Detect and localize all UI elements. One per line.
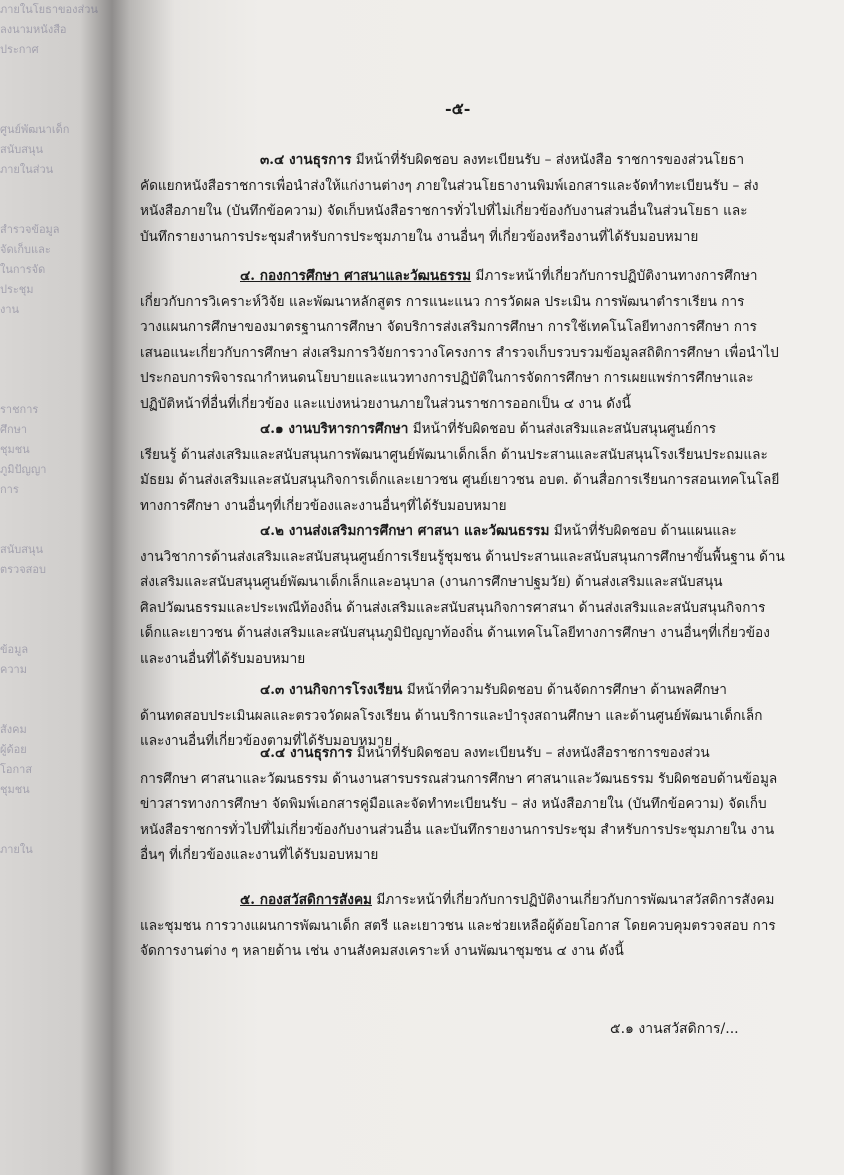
line: คัดแยกหนังสือราชการเพื่อนำส่งให้แก่งานต่างๆ ภายในส่วนโยธางานพิมพ์เอกสารและจัดทำทะเบียนรับ – ส่ง	[140, 177, 759, 194]
line: มัธยม ด้านส่งเสริมและสนับสนุนกิจการเด็กและเยาวชน ศูนย์เยาวชน อบต. ด้านสื่อการเรียนการสอนเทคโนโลยี	[140, 472, 780, 488]
line: และงานอื่นที่เกี่ยวข้องตามที่ได้รับมอบหมาย	[140, 733, 393, 749]
line: อื่นๆ ที่เกี่ยวข้องและงานที่ได้รับมอบหมาย	[140, 847, 379, 863]
line: เด็กและเยาวชน ด้านส่งเสริมและสนับสนุนภูมิปัญญาท้องถิ่น ด้านเทคโนโลยีทางการศึกษา งานอื่นๆที่เกี่ยวข้อง	[140, 625, 770, 641]
bleed-line: การ	[0, 483, 19, 496]
bleed-line: สนับสนุน	[0, 143, 43, 156]
bleed-line: ข้อมูล	[0, 643, 29, 656]
line: ปฏิบัติหน้าที่อื่นที่เกี่ยวข้อง และแบ่งหน่วยงานภายในส่วนราชการออกเป็น ๔ งาน ดังนี้	[140, 395, 631, 412]
bleed-line	[0, 380, 110, 400]
section-heading: ๔.๑ งานบริหารการศึกษา	[260, 421, 409, 437]
line: จัดการงานต่าง ๆ หลายด้าน เช่น งานสังคมสงเคราะห์ งานพัฒนาชุมชน ๔ งาน ดังนี้	[140, 943, 624, 959]
section-3-4	[140, 148, 820, 250]
bleed-line: โอกาส	[0, 763, 33, 776]
bleed-line	[0, 680, 110, 700]
bleed-line: สำรวจข้อมูล	[0, 223, 60, 236]
line: และชุมชน การวางแผนการพัฒนาเด็ก สตรี และเยาวชน และช่วยเหลือผู้ด้อยโอกาส โดยควบคุมตรวจสอบ การ	[140, 917, 776, 934]
bleed-line: ผู้ด้อย	[0, 743, 27, 756]
bleed-line: จัดเก็บและ	[0, 243, 51, 256]
line: ๔.๒ งานส่งเสริมการศึกษา ศาสนา และวัฒนธรรม มีหน้าที่รับผิดชอบ ด้านแผนและ	[260, 523, 737, 539]
bleed-line	[0, 700, 110, 720]
section-5	[140, 888, 820, 965]
line: ศิลปวัฒนธรรมและประเพณีท้องถิ่น ด้านส่งเสริมและสนับสนุนกิจการศาสนา ด้านส่งเสริมและสนับสนุนกิจการ	[140, 599, 766, 616]
bleed-line	[0, 500, 110, 520]
bleed-line	[0, 800, 110, 820]
line: ๔.๓ งานกิจการโรงเรียน มีหน้าที่ความรับผิดชอบ ด้านจัดการศึกษา ด้านพลศึกษา	[260, 682, 727, 698]
line: ประกอบการพิจารณากำหนดนโยบายและแนวทางการปฏิบัติในการจัดการศึกษา การเผยแพร่การศึกษาและ	[140, 370, 754, 386]
bleed-line: ประชุม	[0, 283, 34, 296]
bleed-line: ชุมชน	[0, 443, 30, 456]
bleed-line: ประกาศ	[0, 43, 39, 56]
bleed-line: ภายใน	[0, 843, 33, 856]
section-heading: ๓.๔ งานธุรการ	[260, 152, 352, 168]
bleed-line: ชุมชน	[0, 783, 30, 796]
line: บันทึกรายงานการประชุมสำหรับการประชุมภายใน งานอื่นๆ ที่เกี่ยวข้องหรืองานที่ได้รับมอบหมาย	[140, 228, 699, 245]
bleed-line	[0, 620, 110, 640]
line: ๔.๑ งานบริหารการศึกษา มีหน้าที่รับผิดชอบ ด้านส่งเสริมและสนับสนุนศูนย์การ	[260, 421, 717, 437]
bleed-line	[0, 340, 110, 360]
page-number: -๕-	[445, 99, 471, 118]
line: งานวิชาการด้านส่งเสริมและสนับสนุนศูนย์การเรียนรู้ชุมชน ด้านประสานและสนับสนุนการศึกษาขั้นพื้นฐาน ด้าน	[140, 548, 785, 565]
bleed-line	[0, 360, 110, 380]
section-heading: ๔.๔ งานธุรการ	[260, 745, 353, 761]
line: การศึกษา ศาสนาและวัฒนธรรม ด้านงานสารบรรณส่วนการศึกษา ศาสนาและวัฒนธรรม รับผิดชอบด้านข้อมูล	[140, 770, 778, 787]
bleed-line	[0, 80, 110, 100]
line: ข่าวสารทางการศึกษา จัดพิมพ์เอกสารคู่มือและจัดทำทะเบียนรับ – ส่ง หนังสือภายใน (บันทึกข้อความ) จัดเก็บ	[140, 796, 767, 812]
bleed-line: สังคม	[0, 723, 27, 736]
line: ๔.๔ งานธุรการ มีหน้าที่รับผิดชอบ ลงทะเบียนรับ – ส่งหนังสือราชการของส่วน	[260, 745, 710, 761]
bleed-line: ราชการ	[0, 403, 39, 416]
bleed-line	[0, 320, 110, 340]
section-heading: ๕. กองสวัสดิการสังคม	[240, 892, 372, 908]
line: ๔. กองการศึกษา ศาสนาและวัฒนธรรม มีภาระหน้าที่เกี่ยวกับการปฏิบัติงานทางการศึกษา	[240, 268, 758, 284]
bleed-line: ภูมิปัญญา	[0, 463, 47, 476]
bleed-line: ความ	[0, 663, 27, 676]
line: ๕. กองสวัสดิการสังคม มีภาระหน้าที่เกี่ยวกับการปฏิบัติงานเกี่ยวกับการพัฒนาสวัสดิการสังคม	[240, 892, 775, 908]
line: ๓.๔ งานธุรการ มีหน้าที่รับผิดชอบ ลงทะเบียนรับ – ส่งหนังสือ ราชการของส่วนโยธา	[260, 152, 745, 168]
bleed-line	[0, 60, 110, 80]
bleed-line: ลงนามหนังสือ	[0, 23, 67, 36]
section-heading: ๔.๓ งานกิจการโรงเรียน	[260, 682, 403, 698]
continuation-footer: ๕.๑ งานสวัสดิการ/...	[610, 1021, 739, 1037]
section-4-4	[140, 741, 820, 869]
bleed-line: ตรวจสอบ	[0, 563, 46, 576]
line: ส่งเสริมและสนับสนุนศูนย์พัฒนาเด็กเล็กและอนุบาล (งานการศึกษาปฐมวัย) ด้านส่งเสริมและสนับสนุน	[140, 574, 723, 590]
bleed-line	[0, 200, 110, 220]
section-heading: ๔.๒ งานส่งเสริมการศึกษา ศาสนา และวัฒนธรรม	[260, 523, 550, 539]
line: เกี่ยวกับการวิเคราะห์วิจัย และพัฒนาหลักสูตร การแนะแนว การวัดผล ประเมิน การพัฒนาตำราเรียน การ	[140, 293, 745, 310]
bleed-line: ศูนย์พัฒนาเด็ก	[0, 123, 70, 136]
line: หนังสือภายใน (บันทึกข้อความ) จัดเก็บหนังสือราชการทั่วไปที่ไม่เกี่ยวข้องกับงานส่วนอื่นในส่วนโยธา และ	[140, 203, 748, 219]
section-4-2	[140, 519, 820, 672]
section-4	[140, 264, 820, 417]
line: เสนอแนะเกี่ยวกับการศึกษา ส่งเสริมการวิจัยการวางโครงการ สำรวจเก็บรวบรวมข้อมูลสถิติการศึกษา เพื่อนำไป	[140, 344, 779, 361]
bleed-line	[0, 580, 110, 600]
bleed-line	[0, 100, 110, 120]
line: ด้านทดสอบประเมินผลและตรวจวัดผลโรงเรียน ด้านบริการและบำรุงสถานศึกษา และด้านศูนย์พัฒนาเด็กเล็ก	[140, 707, 763, 724]
bleed-line: ศึกษา	[0, 423, 28, 436]
bleed-line: ภายในโยธาของส่วน	[0, 3, 98, 16]
bleed-line: ในการจัด	[0, 263, 46, 276]
bleed-line: งาน	[0, 303, 20, 316]
section-heading: ๔. กองการศึกษา ศาสนาและวัฒนธรรม	[240, 268, 472, 284]
bleed-through-text	[0, 0, 110, 1175]
bleed-line	[0, 520, 110, 540]
bleed-line	[0, 180, 110, 200]
line: หนังสือราชการทั่วไปที่ไม่เกี่ยวข้องกับงานส่วนอื่น และบันทึกรายงานการประชุม สำหรับการประชุมภายใน งาน	[140, 821, 775, 838]
line: และงานอื่นที่ได้รับมอบหมาย	[140, 650, 306, 667]
line: ทางการศึกษา งานอื่นๆที่เกี่ยวข้องและงานอื่นๆที่ได้รับมอบหมาย	[140, 497, 507, 514]
bleed-line: สนับสนุน	[0, 543, 43, 556]
section-4-1	[140, 417, 820, 519]
line: วางแผนการศึกษาของมาตรฐานการศึกษา จัดบริการส่งเสริมการศึกษา การใช้เทคโนโลยีทางการศึกษา การ	[140, 319, 757, 335]
line: เรียนรู้ ด้านส่งเสริมและสนับสนุนการพัฒนาศูนย์พัฒนาเด็กเล็ก ด้านประสานและสนับสนุนโรงเรียนประถมและ	[140, 446, 768, 463]
bleed-line: ภายในส่วน	[0, 163, 54, 176]
bleed-line	[0, 600, 110, 620]
bleed-line	[0, 820, 110, 840]
